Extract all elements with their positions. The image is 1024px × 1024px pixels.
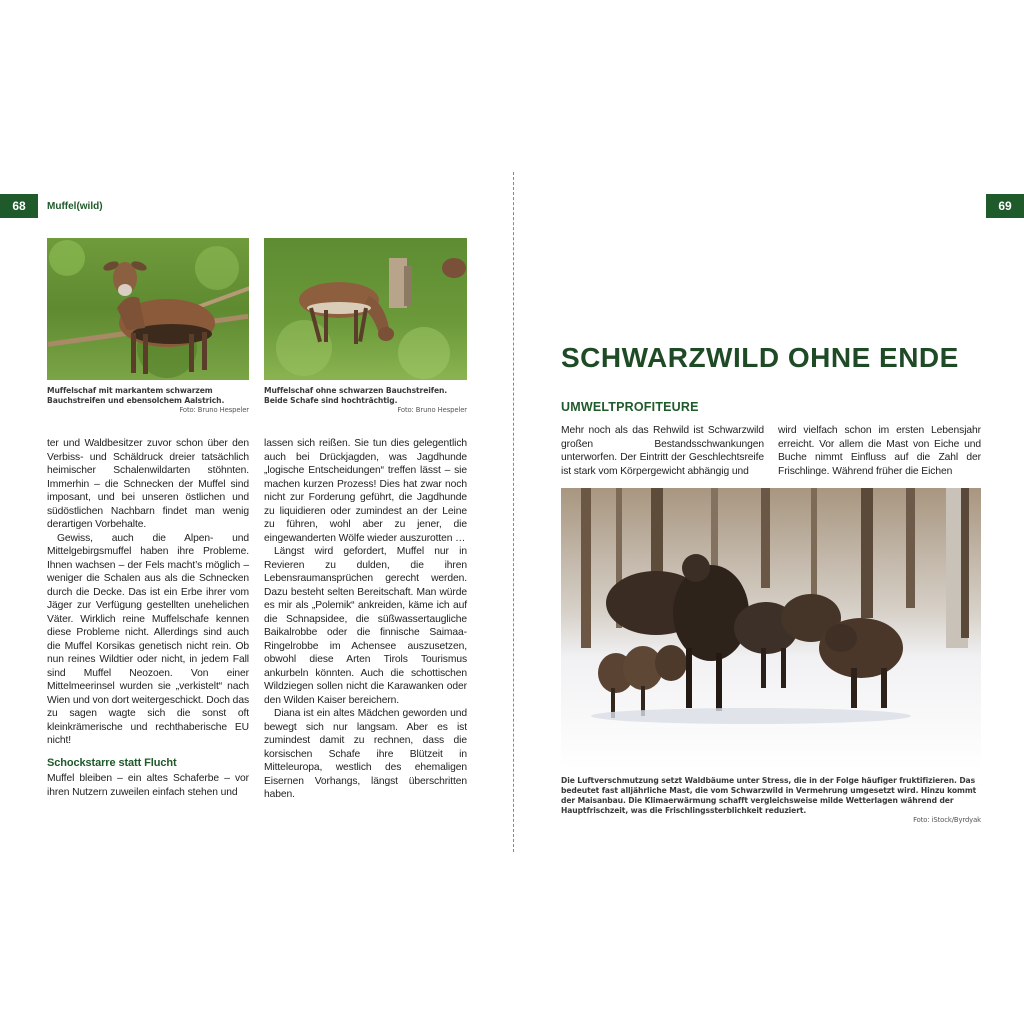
paragraph: Längst wird gefordert, Muffel nur in Revieren zu dulden, die ihren Lebensraumansprüchen gerecht werden. Dazu besteht selten Bereitschaft. Man würde es mir als „Polemik“ ankreiden, käme ich auf die Schnapsidee, die süßwassertaugliche Baikalrobbe oder die finnische Saimaa-Ringelrobbe im Achensee auszusetzen, obwohl diese Arten Tirols Tourismus ankurbeln könnten. Auch die schottischen Wildziegen sollen nicht die Karawanken oder den Wilden Kaiser bereichern. [264, 546, 467, 706]
paragraph: Gewiss, auch die Alpen- und Mittelgebirgsmuffel haben ihre Probleme. Ihnen wachsen – der Fels macht’s möglich – weniger die Schalen aus als die Schnecken durch die Decke. Das ist ein Erbe ihrer vom Jäger zur Verfügung gestellten unehelichen Väter. Wirklich reine Muffelschafe kennen diese Probleme nicht. Allerdings sind auch die Muffel Korsikas genetisch nicht rein. Ob nun reines Wildtier oder nicht, in jedem Fall sind Muffel Neozoen. Von einer Mittelmeerinsel wurden sie „verkistelt“ nach Wien und von dort weitergeschickt. Doch das zu sagen wagte sich die sonst oft kleinkrämerische und rechthaberische EU nicht! [47, 532, 249, 746]
paragraph: ter und Waldbesitzer zuvor schon über den Verbiss- und Schäldruck dreier tatsächlich heimischer Schalenwildarten stöhnten. Immerhin – die Schnecken der Muffel sind imposant, und bei unseren östlichen und südöstlichen Nachbarn findet man wenig derartigen Vorbehalte. [47, 438, 249, 530]
left-column-2 [264, 437, 467, 802]
paragraph: Mehr noch als das Rehwild ist Schwarzwild großen Bestandsschwankungen unterworfen. Der Eintritt der Geschlechtsreife ist stark vom Körpergewicht abhängig und [561, 425, 764, 477]
section-subheading: Schockstarre statt Flucht [47, 756, 177, 769]
page-number-right: 69 [986, 194, 1024, 218]
photo2-credit: Foto: Bruno Hespeler [397, 406, 467, 414]
photo1-credit: Foto: Bruno Hespeler [179, 406, 249, 414]
photo2-caption: Muffelschaf ohne schwarzen Bauchstreifen. Beide Schafe sind hochträchtig. Foto: Bruno Hespeler [264, 386, 467, 414]
chapter-subheading: UMWELTPROFITEURE [561, 400, 699, 414]
chapter-title: SCHWARZWILD OHNE ENDE [561, 342, 959, 373]
paragraph: wird vielfach schon im ersten Lebensjahr erreicht. Vor allem die Mast von Eiche und Buche nimmt Einfluss auf die Zahl der Frischlinge. Während früher die Eichen [778, 425, 981, 477]
boar-photo-caption: Die Luftverschmutzung setzt Waldbäume unter Stress, die in der Folge häufiger fruktifizieren. Das bedeutet fast alljährliche Mast, die vom Schwarzwild in Vermehrung umgesetzt wird. Hinzu kommt der Maisanbau. Die Klimaerwärmung schafft vergleichsweise milde Wetterlagen während der Hauptfrischzeit, was die Frischlingssterblichkeit reduziert. Foto: iStock/Byrdyak [561, 776, 981, 824]
page-gutter [513, 172, 514, 852]
left-column-1 [47, 437, 249, 799]
photo-wild-boars [561, 488, 981, 770]
running-head: Muffel(wild) [47, 201, 103, 212]
paragraph: lassen sich reißen. Sie tun dies gelegentlich auch bei Drückjagden, was Jagdhunde „logische Entscheidungen“ treffen lässt – sie machen kurzen Prozess! Dies hat zwar noch nicht zur Forderung geführt, die Jagdhunde zu liquidieren oder zumindest an der Leine zu führen, wohl aber zu jener, die eingewanderten Wölfe wieder auszurotten … [264, 438, 467, 544]
right-column-2 [778, 424, 981, 478]
photo1-caption: Muffelschaf mit markantem schwarzem Bauchstreifen und ebensolchem Aalstrich. Foto: Bruno Hespeler [47, 386, 249, 414]
page-number-left: 68 [0, 194, 38, 218]
paragraph: Muffel bleiben – ein altes Schaferbe – vor ihren Nutzern zuweilen einfach stehen und [47, 773, 249, 798]
paragraph: Diana ist ein altes Mädchen geworden und bewegt sich nur langsam. Aber es ist zumindest damit zu rechnen, dass die korsischen Schafe ihre Blützeit in Mitteleuropa, westlich des ehemaligen Eisernen Vorhangs, längst überschritten haben. [264, 708, 467, 800]
boar-photo-credit: Foto: iStock/Byrdyak [913, 816, 981, 824]
photo-mouflon-1 [47, 238, 249, 380]
right-column-1 [561, 424, 764, 478]
photo-mouflon-2 [264, 238, 467, 380]
